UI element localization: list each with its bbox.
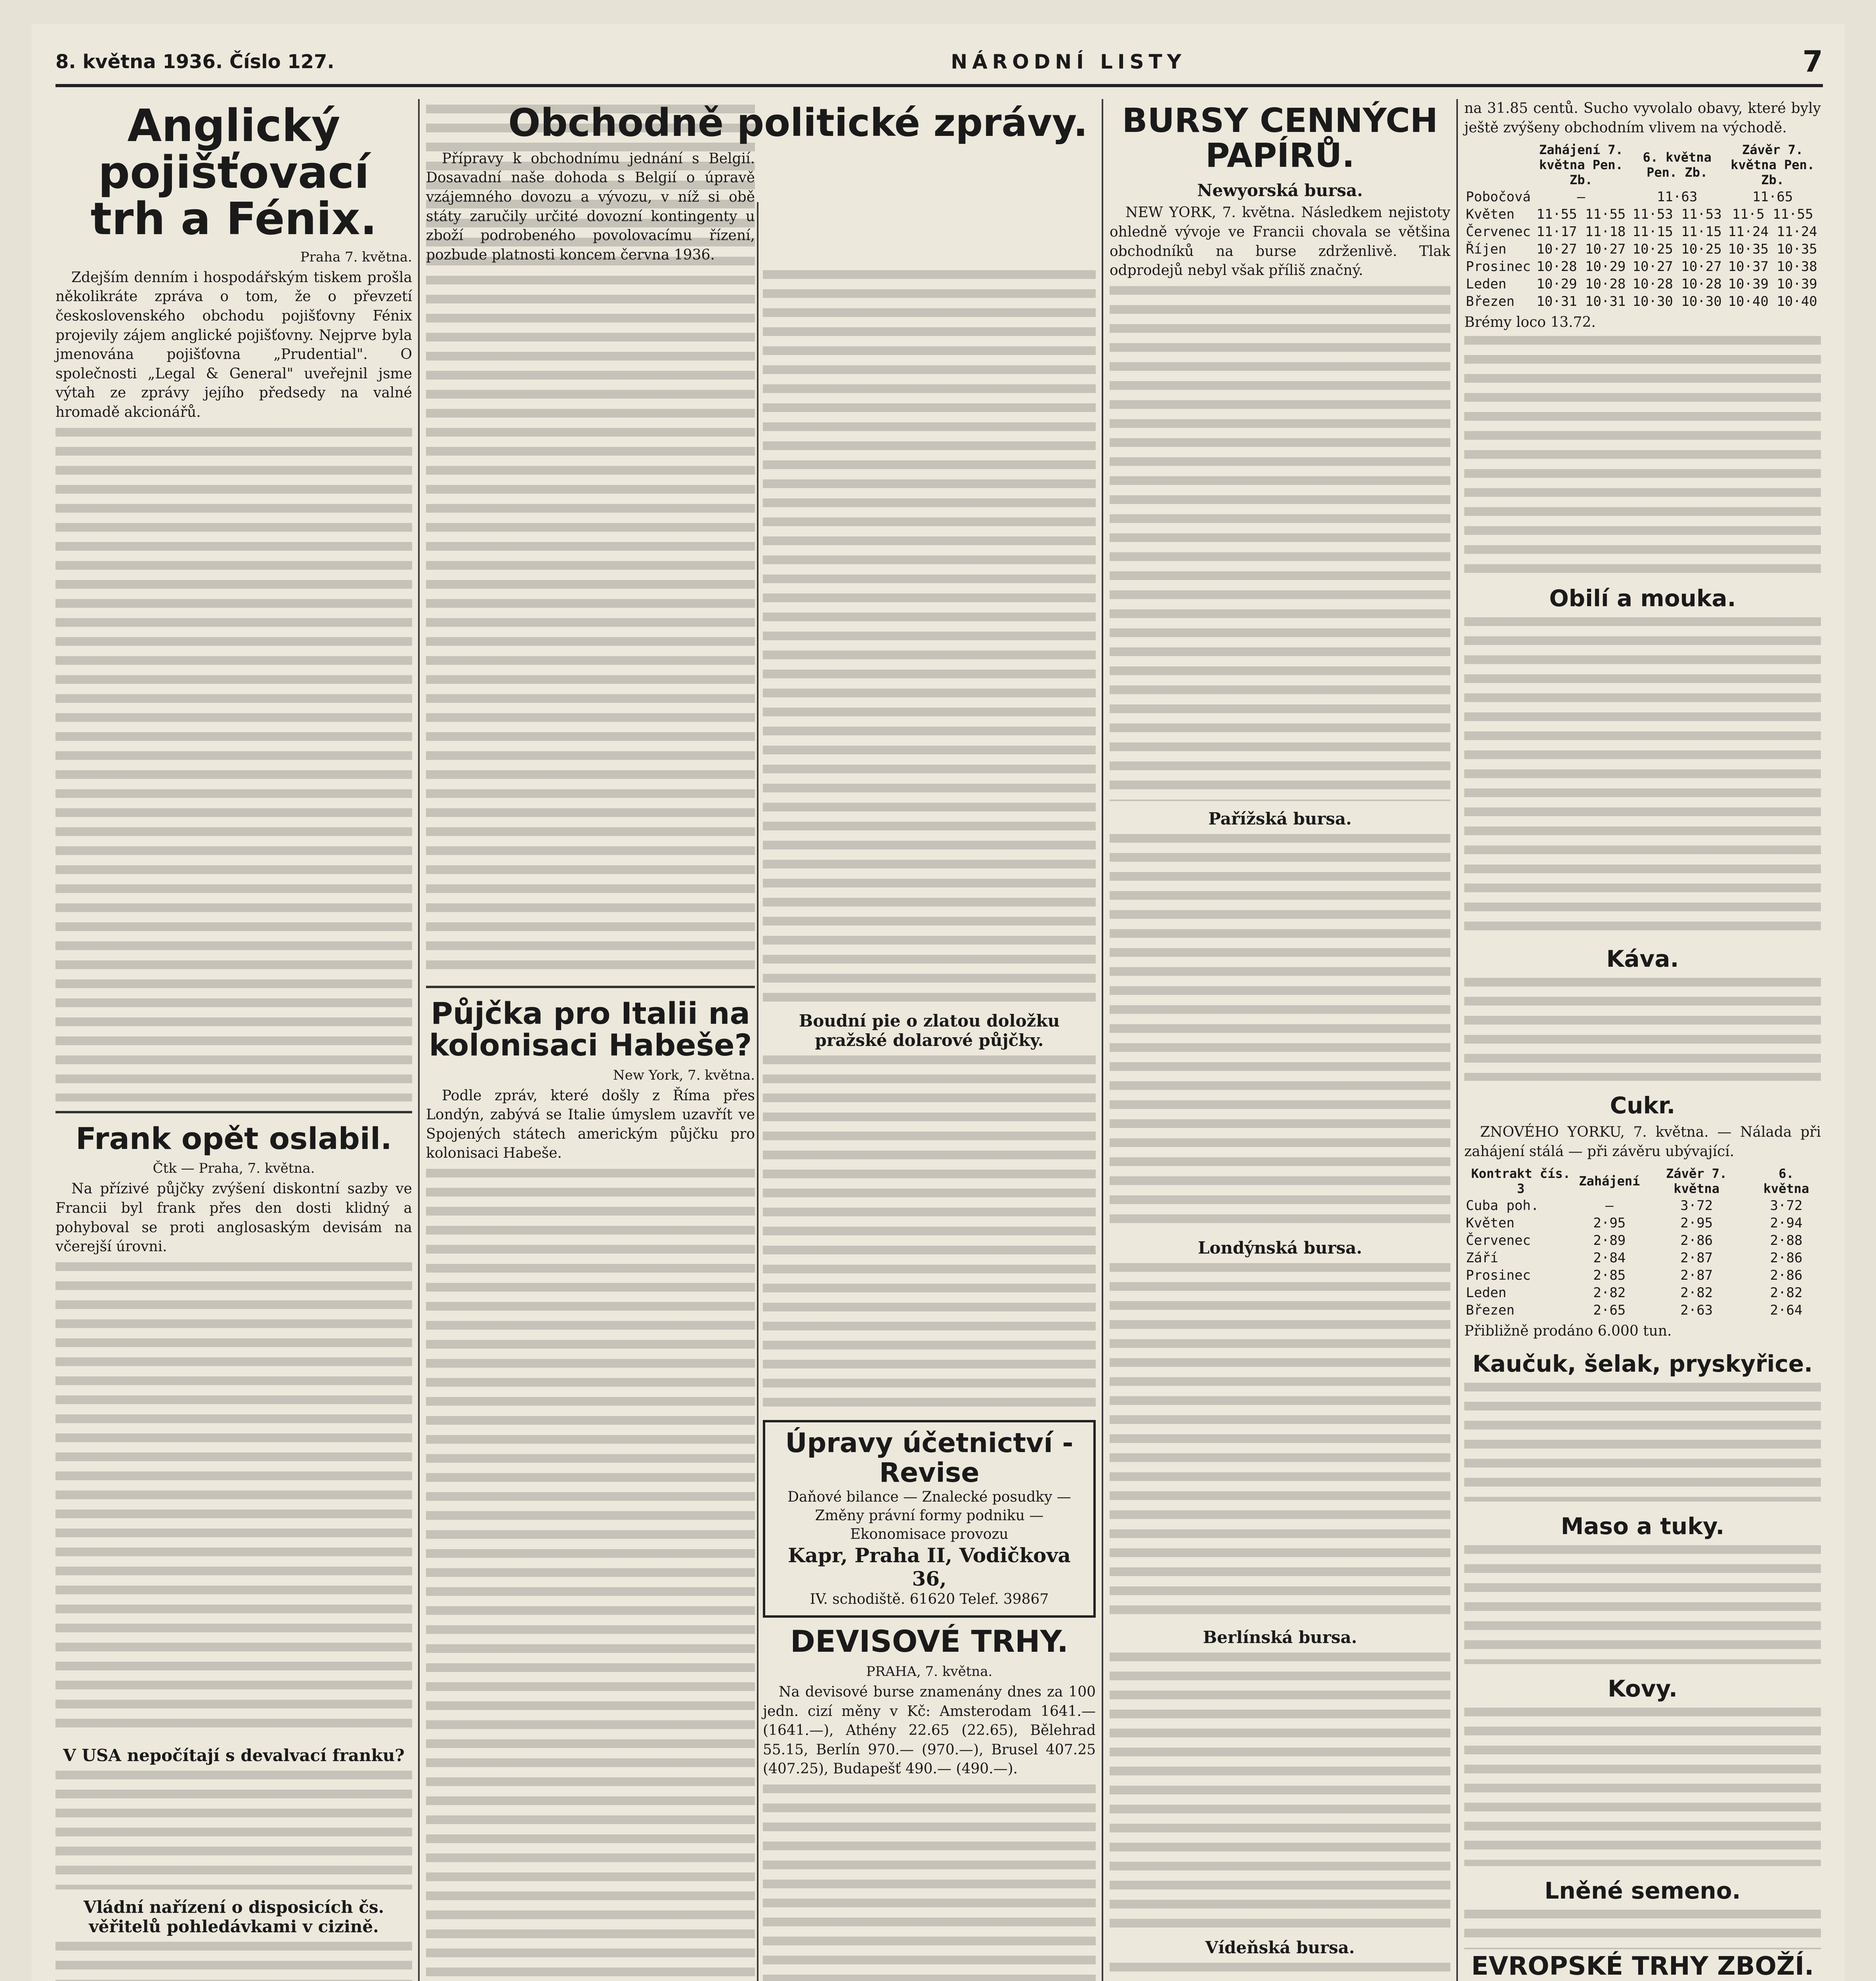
table-cell: 11·63 (1656, 189, 1698, 205)
table-cell: Květen (1466, 206, 1515, 223)
table-cell: 11·15 11·15 (1632, 224, 1722, 240)
quotes-text-block (1110, 286, 1450, 801)
divider (55, 1111, 412, 1113)
table-header: 6. května (1763, 1166, 1809, 1197)
section-heading: Maso a tuky. (1561, 1513, 1725, 1540)
article-text-block (55, 1942, 412, 1981)
subheading: Pařížská bursa. (1208, 809, 1352, 828)
table-cell: 2·82 (1770, 1285, 1803, 1301)
table-row (1464, 293, 1821, 310)
table-row (1464, 1302, 1821, 1319)
table-cell: Leden (1466, 276, 1507, 292)
table-cell: 10·37 10·38 (1728, 259, 1817, 275)
table-cell: 10·31 10·31 (1536, 294, 1626, 310)
column-1 (55, 99, 412, 1981)
table-cell: 11·53 11·53 (1632, 206, 1722, 223)
subheading: Newyorská bursa. (1197, 181, 1363, 200)
table-cell: 2·86 (1770, 1267, 1803, 1284)
table-cell: Prosinec (1466, 259, 1531, 275)
table-cell: 10·25 10·25 (1632, 241, 1722, 258)
table-cell: Březen (1466, 1302, 1515, 1319)
article-headline: Anglický pojišťovací trh a Fénix. (90, 100, 377, 245)
article-dateline: New York, 7. května. (613, 1067, 755, 1083)
issue-date: 8. května 1936. Číslo 127. (55, 51, 334, 73)
section-lead: NEW YORK, 7. května. Následkem nejistoty ohledně vývoje ve Francii chovala se většina obchodníků na burse zdrženlivě. Tlak odprodejů nebyl však příliš značný. (1110, 204, 1450, 279)
table-cell: 11·24 11·24 (1728, 224, 1817, 240)
article-lead: Na přízivé půjčky zvýšení diskontní sazby ve Francii byl frank přes den dosti klidný a pohyboval se proti anglosaským devisám na včerejší úrovni. (55, 1181, 412, 1255)
table-cell: 10·27 10·27 (1536, 241, 1626, 258)
quotes-text-block (1110, 1263, 1450, 1620)
column-rule (1102, 99, 1103, 1981)
quotes-text-block (1464, 1383, 1821, 1502)
table-cell: Květen (1466, 1215, 1515, 1231)
table-cell: 2·65 (1593, 1302, 1626, 1319)
table-cell: 2·82 (1680, 1285, 1713, 1301)
quotes-text-block (1110, 1653, 1450, 1930)
section-lead: ZNOVÉHO YORKU, 7. května. — Nálada při zahájení stálá — při závěru ubývající. (1464, 1124, 1821, 1160)
table-cell: 2·87 (1680, 1250, 1713, 1266)
table-header (1464, 141, 1532, 188)
table-row (1464, 1214, 1821, 1232)
table-row (1464, 1197, 1821, 1214)
table-cell: — (1577, 189, 1586, 205)
quotes-text-block (1464, 617, 1821, 934)
masthead (55, 40, 1823, 87)
newspaper-page (32, 24, 1844, 1981)
subheading: V USA nepočítají s devalvací franku? (63, 1745, 405, 1765)
subheading: Vídeňská bursa. (1205, 1937, 1355, 1957)
table-header: Zahájení 7. května Pen. Zb. (1539, 142, 1623, 188)
article-text-block (763, 270, 1096, 1003)
table-cell: 2·86 (1770, 1250, 1803, 1266)
quotes-text-block (1464, 1910, 1821, 1949)
table-cell: 2·86 (1680, 1233, 1713, 1249)
table-header: 6. května Pen. Zb. (1643, 150, 1712, 180)
quotes-text-block (1464, 1545, 1821, 1664)
table-cell: 10·28 10·29 (1536, 259, 1626, 275)
section-heading: Kovy. (1607, 1675, 1678, 1702)
subheading: Vládní nařízení o disposicích čs. věřitelů pohledávkami v cizině. (83, 1897, 384, 1936)
column-rule (757, 202, 758, 1981)
article-text-block (426, 1169, 755, 1981)
table-row (1464, 275, 1821, 293)
ad-text: Daňové bilance — Znalecké posudky — Změny právní formy podniku — Ekonomisace provozu (787, 1489, 1071, 1542)
table-row (1464, 258, 1821, 275)
table-row (1464, 240, 1821, 258)
table-cell: Březen (1466, 294, 1515, 310)
column-2 (426, 99, 755, 1981)
table-row (1464, 1284, 1821, 1302)
table-cell: Pobočová (1466, 189, 1531, 205)
article-lead: Zdejším denním i hospodářským tiskem prošla několikráte zpráva o tom, že o převzetí československého obchodu pojišťovny Fénix projevily zájem anglické pojišťovny. Nejprve byla jmenována pojišťovna „Prudential". O společnosti „Legal & General" uveřejnil jsme výtah ze zprávy jejího předsedy na valné hromadě akcionářů. (55, 269, 412, 420)
quotes-text-block (1110, 1963, 1450, 1981)
column-rule (1456, 99, 1458, 1981)
subheading: Boudní pie o zlatou doložku pražské dolarové půjčky. (799, 1011, 1060, 1050)
table-cell: 10·35 10·35 (1728, 241, 1817, 258)
table-cell: 2·63 (1680, 1302, 1713, 1319)
subheading: Londýnská bursa. (1198, 1238, 1362, 1258)
table-cell: 2·82 (1593, 1285, 1626, 1301)
table-cell: 2·88 (1770, 1233, 1803, 1249)
section-headline: BURSY CENNÝCH PAPÍRŮ. (1122, 101, 1438, 175)
section-heading: Káva. (1606, 945, 1679, 973)
cotton-quotes-table (1464, 141, 1821, 310)
table-cell: 2·87 (1680, 1267, 1713, 1284)
section-lead: na 31.85 centů. Sucho vyvolalo obavy, které byly ještě zvýšeny obchodním vlivem na východě. (1464, 100, 1821, 136)
table-note: Přibližně prodáno 6.000 tun. (1464, 1323, 1672, 1340)
quotes-text-block (1464, 336, 1821, 574)
article-headline: Obchodně politické zprávy. (508, 101, 1088, 145)
article-lead: Přípravy k obchodnímu jednání s Belgií. Dosavadní naše dohoda s Belgií o úpravě vzájemného dovozu a vývozu, v níž si obě státy zaručily určité dovozní kontingenty u zboží podrobeného povolovacímu řízení, pozbude platnosti koncem června 1936. (426, 150, 755, 263)
article-headline: Půjčka pro Italii na kolonisaci Habeše? (429, 996, 752, 1063)
article-text-block (763, 1055, 1096, 1412)
section-headline: EVROPSKÉ TRHY ZBOŽÍ. (1471, 1952, 1814, 1981)
table-cell: 2·95 (1593, 1215, 1626, 1231)
table-cell: 3·72 (1770, 1198, 1803, 1214)
table-cell: Leden (1466, 1285, 1507, 1301)
table-cell: 11·5 11·55 (1732, 206, 1813, 223)
article-text-block (55, 428, 412, 1101)
table-cell: 11·55 11·55 (1536, 206, 1626, 223)
table-cell: Září (1466, 1250, 1498, 1266)
table-cell: 3·72 (1680, 1198, 1713, 1214)
article-lead: Podle zpráv, které došly z Říma přes Londýn, zabývá se Italie úmyslem uzavřít ve Spojených státech americkým půjčku pro kolonisaci Habeše. (426, 1087, 755, 1162)
table-cell: 10·29 10·28 (1536, 276, 1626, 292)
table-cell: 2·94 (1770, 1215, 1803, 1231)
ad-contact: IV. schodiště. 61620 Telef. 39867 (810, 1591, 1049, 1608)
table-cell: 2·85 (1593, 1267, 1626, 1284)
table-row (1464, 223, 1821, 240)
table-header: Zahájení (1579, 1174, 1640, 1189)
quotes-text-block (763, 1784, 1096, 1981)
table-cell: Prosinec (1466, 1267, 1531, 1284)
table-row (1464, 188, 1821, 206)
table-cell: 11·65 (1752, 189, 1793, 205)
advertisement (763, 1420, 1096, 1618)
quotes-text-block (1110, 834, 1450, 1230)
table-row (1464, 1249, 1821, 1267)
article-headline: Frank opět oslabil. (75, 1120, 392, 1156)
column-rule (418, 99, 420, 1981)
table-cell: 10·30 10·30 (1632, 294, 1722, 310)
paper-name: NÁRODNÍ LISTY (951, 50, 1186, 73)
table-cell: 2·64 (1770, 1302, 1803, 1319)
table-cell: — (1605, 1198, 1614, 1214)
section-heading: Obilí a mouka. (1549, 585, 1736, 612)
table-cell: Říjen (1466, 241, 1507, 258)
column-5 (1464, 99, 1821, 1981)
column-4 (1110, 99, 1450, 1981)
table-cell: 10·27 10·27 (1632, 259, 1722, 275)
table-header: Závěr 7. května Pen. Zb. (1731, 142, 1815, 188)
section-heading: Lněné semeno. (1544, 1877, 1741, 1905)
table-row (1464, 206, 1821, 223)
table-cell: Červenec (1466, 224, 1531, 240)
table-header: Závěr 7. května (1666, 1166, 1727, 1197)
ad-firm: Kapr, Praha II, Vodičkova 36, (788, 1544, 1071, 1591)
section-heading: Kaučuk, šelak, pryskyřice. (1472, 1350, 1813, 1378)
table-cell: 2·84 (1593, 1250, 1626, 1266)
section-dateline: PRAHA, 7. května. (866, 1663, 993, 1679)
table-cell: 11·17 11·18 (1536, 224, 1626, 240)
ad-title: Úpravy účetnictví - Revise (785, 1428, 1074, 1489)
table-cell: Červenec (1466, 1233, 1531, 1249)
section-heading: Cukr. (1610, 1092, 1675, 1119)
section-lead: Na devisové burse znamenány dnes za 100 jedn. cizí měny v Kč: Amsterodam 1641.— (1641.—), Athény 22.65 (22.65), Bělehrad 55.15, Berlín 970.— (970.—), Brusel 407.25 (407.25), Budapešť 490.— (490.—). (763, 1683, 1096, 1777)
table-header: Kontrakt čís. 3 (1471, 1166, 1570, 1197)
page-number: 7 (1802, 45, 1823, 79)
article-text-block (55, 1262, 412, 1738)
sugar-quotes-table (1464, 1165, 1821, 1319)
table-row (1464, 1232, 1821, 1249)
subheading: Berlínská bursa. (1203, 1627, 1357, 1647)
table-cell: 10·39 10·39 (1728, 276, 1817, 292)
section-heading: DEVISOVÉ TRHY. (790, 1624, 1068, 1659)
article-dateline: Čtk — Praha, 7. května. (153, 1160, 315, 1177)
article-dateline: Praha 7. května. (300, 249, 412, 265)
table-note: Brémy loco 13.72. (1464, 314, 1596, 331)
quotes-text-block (1464, 1708, 1821, 1866)
table-cell: 10·40 10·40 (1728, 294, 1817, 310)
table-row (1464, 1267, 1821, 1284)
table-cell: 2·89 (1593, 1233, 1626, 1249)
table-cell: 10·28 10·28 (1632, 276, 1722, 292)
quotes-text-block (1464, 978, 1821, 1081)
table-cell: Cuba poh. (1466, 1198, 1539, 1214)
table-cell: 2·95 (1680, 1215, 1713, 1231)
divider (426, 986, 755, 988)
article-text-block (55, 1771, 412, 1889)
